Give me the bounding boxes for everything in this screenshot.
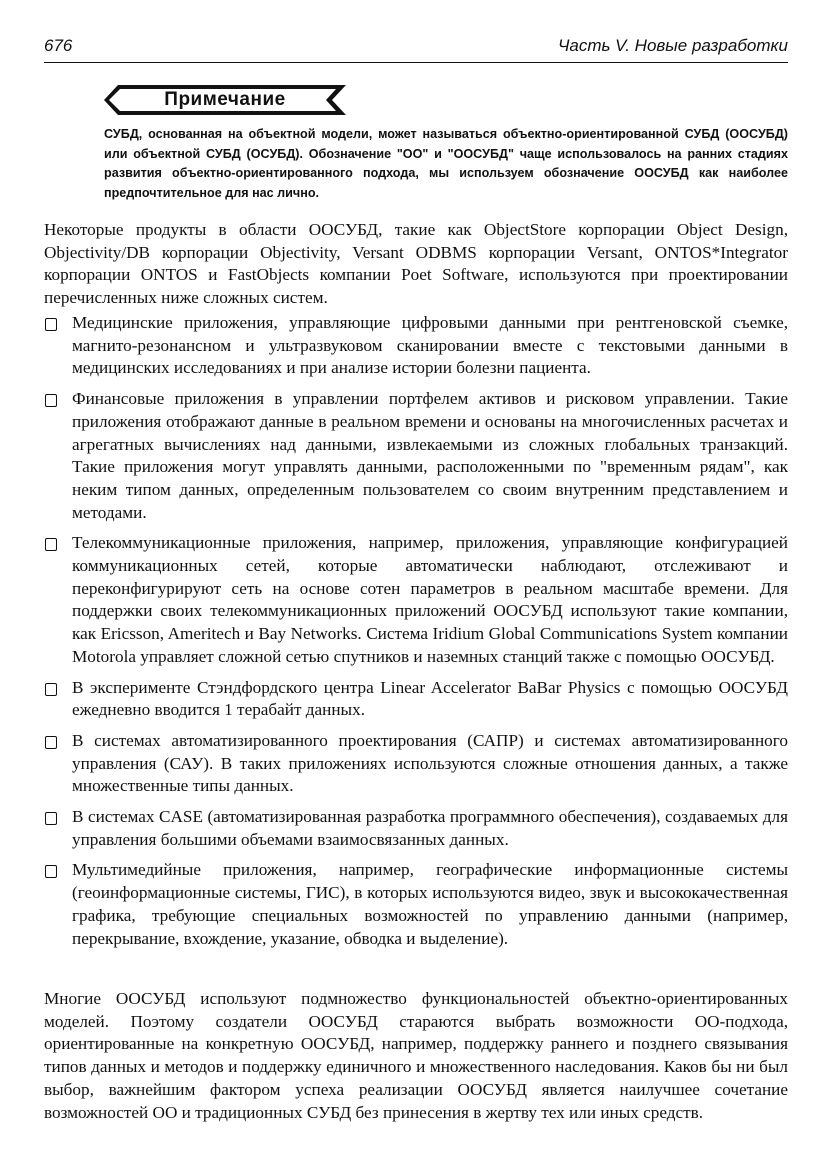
list-item xyxy=(44,730,788,798)
list-item-text: Мультимедийные приложения, например, географические информационные системы (геоинформационные системы, ГИС), в которых используются видео, звук и высококачественная графика, требующие специальных возможностей по управлению данными (например, перекрывание, вхождение, указание, обводка и выделение). xyxy=(72,860,788,948)
checkbox-bullet-icon xyxy=(45,683,57,696)
closing-paragraph: Многие ООСУБД используют подмножество функциональностей объектно-ориентированных моделей. Поэтому создатели ООСУБД стараются выбрать возможности ОО-подхода, ориентированные на конкретную ООСУБД, например, поддержку раннего и позднего связывания типов данных и методов и поддержку единичного и множественного наследования. Каков бы ни был выбор, важнейшим фактором успеха реализации ООСУБД является наилучшее сочетание возможностей ОО и традиционных СУБД без принесения в жертву тех или иных средств. xyxy=(44,989,788,1122)
page-number: 676 xyxy=(44,36,73,55)
part-title: Часть V. Новые разработки xyxy=(557,36,788,55)
checkbox-bullet-icon xyxy=(45,736,57,749)
note-text: СУБД, основанная на объектной модели, может называться объектно-ориентированной СУБД (ООСУБД) или объектной СУБД (ОСУБД). Обозначение "ОО" и "ООСУБД" чаще использовалось на ранних стадиях развития объектно-ориентированного подхода, мы используем обозначение ООСУБД как наиболее предпочтительное для нас лично. xyxy=(104,127,788,200)
bullet-list xyxy=(44,312,788,958)
list-item-text: Телекоммуникационные приложения, например, приложения, управляющие конфигурацией коммуникационных сетей, которые автоматически наблюдают, отслеживают и переконфигурируют сеть на основе сотен параметров в реальном масштабе времени. Для поддержки своих телекоммуникационных приложений ООСУБД используют такие компании, как Ericsson, Ameritech и Bay Networks. Система Iridium Global Communications System компании Motorola управляет сложной сетью спутников и наземных станций также с помощью ООСУБД. xyxy=(72,533,788,666)
list-item xyxy=(44,677,788,722)
note-label: Примечание xyxy=(164,89,286,110)
list-item-text: Финансовые приложения в управлении портфелем активов и рисковом управлении. Такие приложения отображают данные в реальном времени и основаны на многочисленных расчетах и агрегатных вычислениях над данными, извлекаемыми из сложных глобальных транзакций. Такие приложения могут управлять данными, расположенными по "временным рядам", как неким типом данных, определенным пользователем со своим внутренним представлением и методами. xyxy=(72,389,788,522)
checkbox-bullet-icon xyxy=(45,812,57,825)
list-item-text: В системах автоматизированного проектирования (САПР) и системах автоматизированного управления (САУ). В таких приложениях используются сложные отношения данных, а также множественные типы данных. xyxy=(72,730,788,796)
checkbox-bullet-icon xyxy=(45,394,57,407)
list-item xyxy=(44,806,788,851)
list-item-text: Медицинские приложения, управляющие цифровыми данными при рентгеновской съемке, магнито-резонансном и ультразвуковом сканировании вместе с текстовыми данными в медицинских исследованиях и при анализе истории болезни пациента. xyxy=(72,313,788,378)
checkbox-bullet-icon xyxy=(45,318,57,331)
running-header xyxy=(44,36,788,63)
list-item xyxy=(44,388,788,524)
list-item xyxy=(44,532,788,668)
list-item xyxy=(44,859,788,950)
list-item-text: В эксперименте Стэндфордского центра Linear Accelerator BaBar Physics с помощью ООСУБД ежедневно вводится 1 терабайт данных. xyxy=(72,677,788,720)
note-banner xyxy=(104,85,346,115)
checkbox-bullet-icon xyxy=(45,865,57,878)
list-item xyxy=(44,312,788,380)
checkbox-bullet-icon xyxy=(45,538,57,551)
intro-paragraph: Некоторые продукты в области ООСУБД, такие как ObjectStore корпорации Object Design, Objectivity/DB корпорации Objectivity, Versant ODBMS корпорации Versant, ONTOS*Integrator корпорации ONTOS и FastObjects компании Poet Software, используются при проектировании перечисленных ниже сложных систем. xyxy=(44,220,788,308)
list-item-text: В системах CASE (автоматизированная разработка программного обеспечения), создаваемых для управления большими объемами взаимосвязанных данных. xyxy=(72,807,788,849)
